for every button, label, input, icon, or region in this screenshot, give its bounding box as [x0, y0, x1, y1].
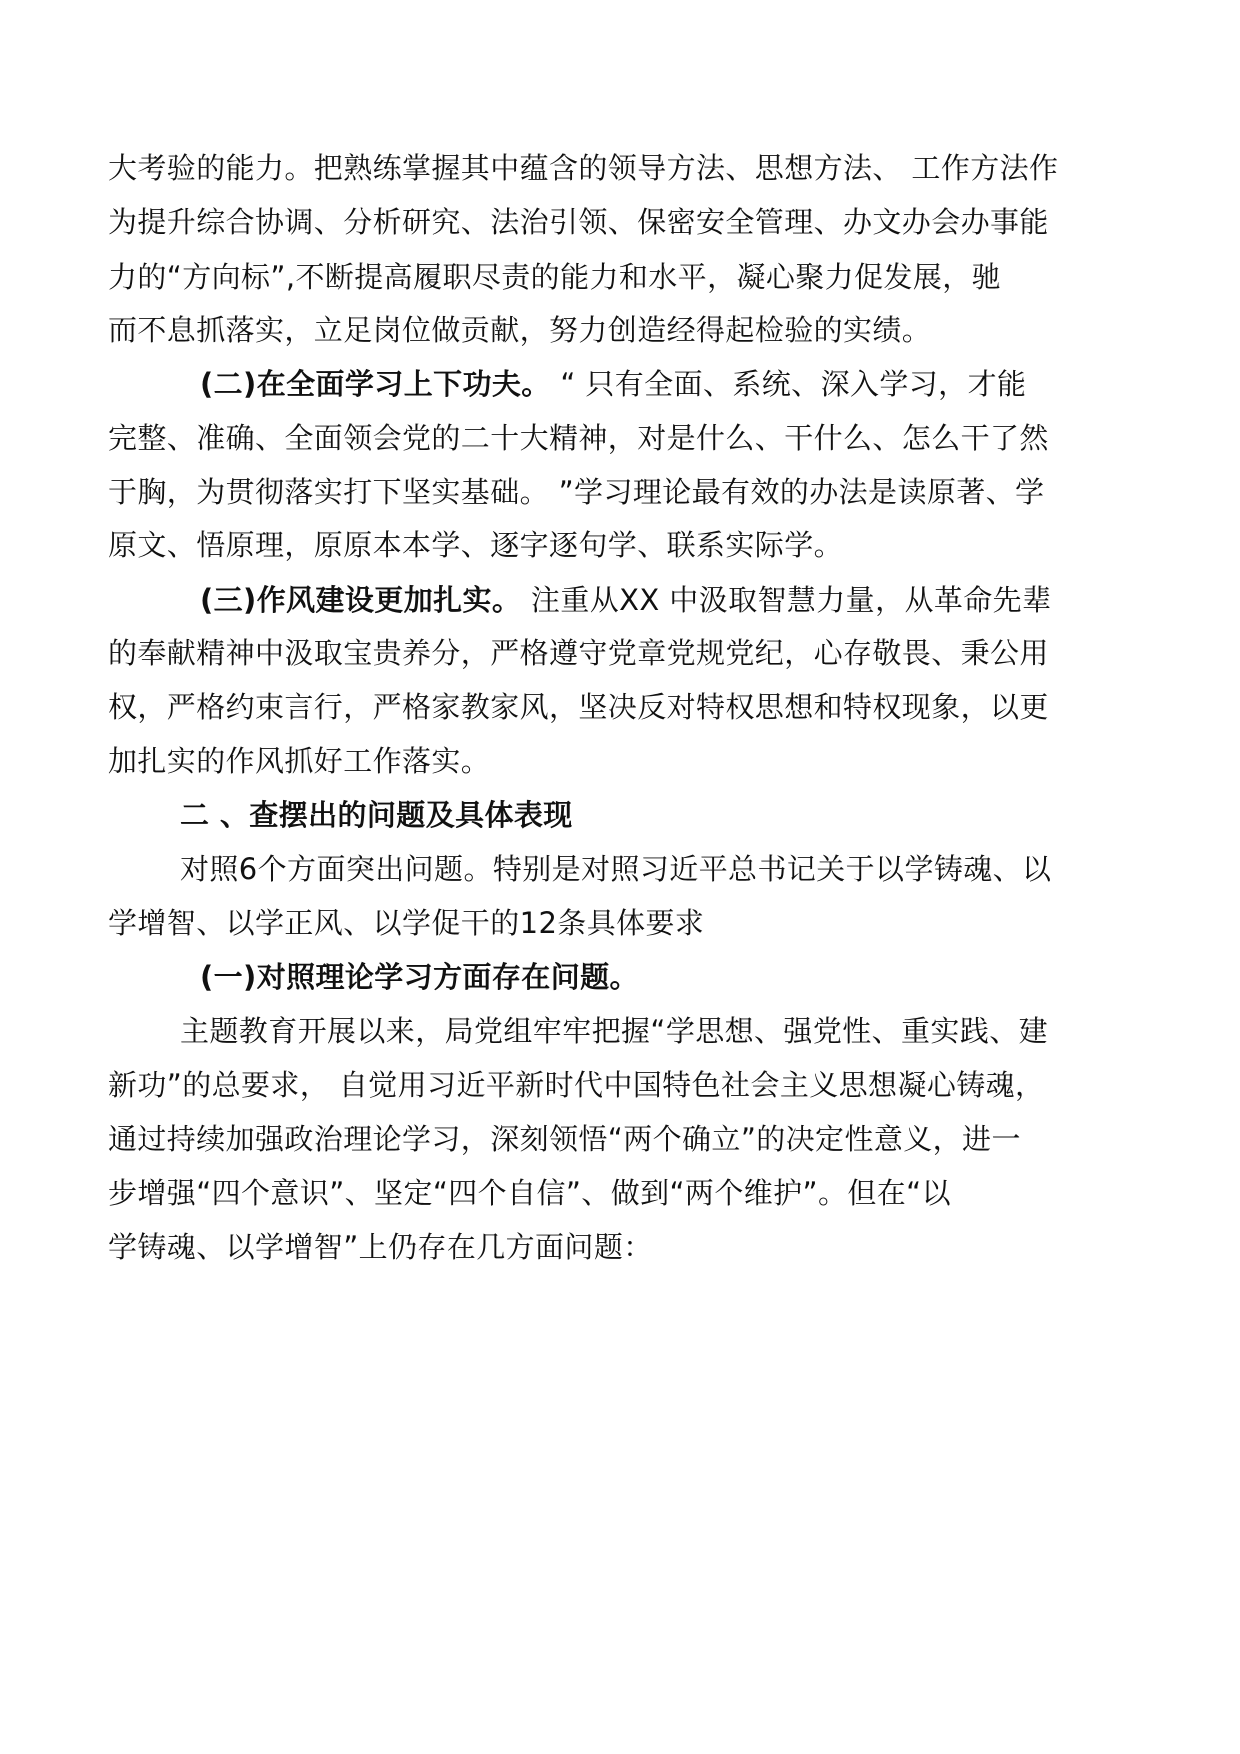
body-line: 加扎实的作风抓好工作落实。	[108, 744, 491, 778]
body-line: 的奉献精神中汲取宝贵养分，严格遵守党章党规党纪，心存敬畏、秉公用	[108, 636, 1049, 670]
body-text: 注重从XX 中汲取智慧力量，从革命先辈	[521, 583, 1052, 617]
body-line: 新功”的总要求， 自觉用习近平新时代中国特色社会主义思想凝心铸魂，	[108, 1068, 1045, 1102]
body-line: 对照6个方面突出问题。特别是对照习近平总书记关于以学铸魂、以	[180, 852, 1052, 886]
body-line: 为提升综合协调、分析研究、法治引领、保密安全管理、办文办会办事能	[108, 205, 1049, 239]
body-line: 通过持续加强政治理论学习，深刻领悟“两个确立”的决定性意义，进一	[108, 1122, 1021, 1156]
chapter-heading: 二 、查摆出的问题及具体表现	[180, 798, 573, 832]
body-line: 而不息抓落实，立足岗位做贡献，努力创造经得起检验的实绩。	[108, 313, 932, 347]
section-heading: (二)在全面学习上下功夫。	[200, 367, 551, 401]
section-heading: (一)对照理论学习方面存在问题。	[200, 960, 639, 994]
body-line: 学铸魂、以学增智”上仍存在几方面问题：	[108, 1230, 653, 1264]
body-line: 主题教育开展以来，局党组牢牢把握“学思想、强党性、重实践、建	[180, 1014, 1049, 1048]
paragraph-line	[200, 580, 1051, 620]
body-line: 于胸，为贯彻落实打下坚实基础。 ”学习理论最有效的办法是读原著、学	[108, 475, 1045, 509]
body-line: 完整、准确、全面领会党的二十大精神，对是什么、干什么、怎么干了然	[108, 421, 1049, 455]
body-line: 大考验的能力。把熟练掌握其中蕴含的领导方法、思想方法、 工作方法作	[108, 151, 1059, 185]
paragraph-line	[200, 364, 1026, 404]
body-line: 学增智、以学正风、以学促干的12条具体要求	[108, 906, 705, 940]
body-text: “ 只有全面、系统、深入学习，才能	[550, 367, 1027, 401]
body-line: 原文、悟原理，原原本本学、逐字逐句学、联系实际学。	[108, 528, 844, 562]
body-line: 步增强“四个意识”、坚定“四个自信”、做到“两个维护”。但在“以	[108, 1176, 951, 1210]
section-heading: (三)作风建设更加扎实。	[200, 583, 522, 617]
body-line: 力的“方向标”,不断提高履职尽责的能力和水平，凝心聚力促发展，驰	[108, 260, 1002, 294]
body-line: 权，严格约束言行，严格家教家风，坚决反对特权思想和特权现象，以更	[108, 690, 1049, 724]
